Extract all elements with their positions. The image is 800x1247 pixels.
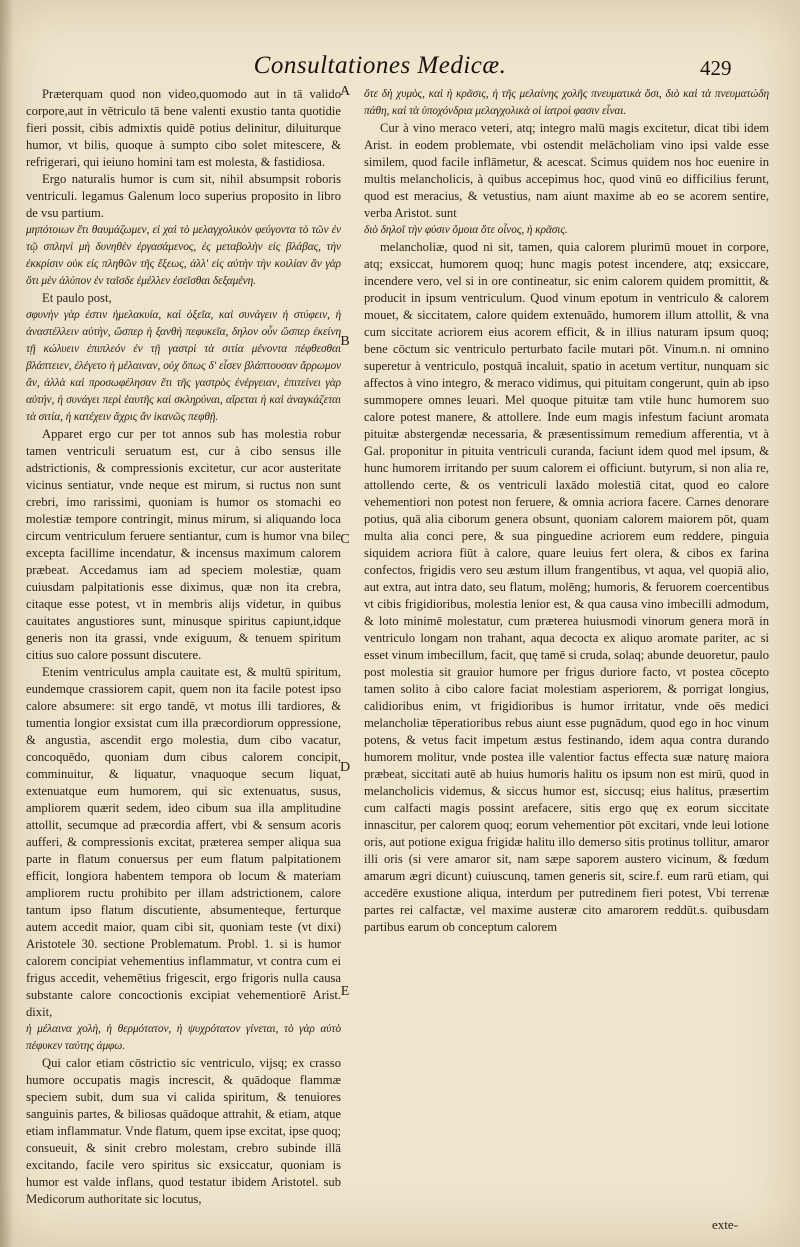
page-gutter-shadow [0, 0, 14, 1247]
margin-letter-c: C [340, 532, 350, 547]
paragraph: Ergo naturalis humor is cum sit, nihil absumpsit roboris ventriculi. legamus Galenum loco superius proposito in libro de vsu partium. [26, 172, 341, 220]
catchword: exte- [712, 1217, 738, 1232]
paragraph: Etenim ventriculus ampla cauitate est, & multū spiritum, eundemque crassiorem capit, quem non ita facile potest ipso calore absumere: sit ergo tandē, vt motus illi tardiores, & tumentia longior exsistat cum illa præcordiorum oppressione, & angustia, ascendit ergo molestia, dum cibo vacatur, concoquēdo, quoniam dum cibus calorem concipit, comminuitur, & liquatur, vnaquoque secum liquat, extenuatque eum humorem, qui sic extenuatus, susus, ampliorem quærit sedem, ideo cibum sua illa amplitudine attollit, secumque ad præcordia affert, vbi & sensum acoris aufferi, & compressionis excitat, præterea semper aliqua sua parte in flatum conuersus per eum flatum palpitationem efficit, longiora habentem tempora ob locum & materiam ampliorem ructu prohibito per illam adstrictionem, calore tantum ipso flatum discutiente, absumenteque, ferturque autem accedit maior, quam cibi sit, quoniam teste (vt dixi) Aristotele 30. sectione Problematum. Probl. 1. si is humor calorem concipiat vehementius inflammatur, vt contra cum ei frigus accedit, vehemētius frigescit, ergo frigoris nulla causa substante calore concoctionis excipiat vehementiorē Arist. dixit, [26, 665, 341, 1019]
margin-letter-b: B [340, 334, 350, 349]
right-column [364, 86, 769, 936]
paragraph: Et paulo post, [42, 291, 112, 305]
page-header [0, 48, 800, 88]
greek-quotation: μηπότοιων ἔτι θαυμάζωμεν, εἰ χαὶ τὸ μελαγχολικὸν φεύγοντα τὸ τῶν ἐν τῷ σπληνὶ μὴ δυνηθὲν ἐργασάμενος, ἐς μεταβολὴν εἰς βλάβας, τὴν ἐκκρίσιν οὐκ εἰς πληθῶν τῆς ἕξεως, ἀλλ' εἰς αὐτὴν τὴν κοιλίαν ἄν γὰρ ὅτι μὲν ἀλύπον ἐν ταῖσδε ἐμέλλεν ἐσεῖσθαι δεξαμένη. [26, 224, 341, 287]
greek-quotation: σφυνὴν γὰρ ἐστιν ἡμελακυία, καὶ ὀξεῖα, καὶ συνάγειν ἡ στύφειν, ἡ ἀναστέλλειν αὐτὴν, ὥσπερ ἡ ξανθὴ πεφυκεῖα, δηλον οὖν ὥσπερ ἐκείνη τῇ κώλυειν ἐπιπλεόν ἐν τῇ γαστρὶ τὰ σιτία μένοντα πέφθεσθαι βλάπτειεν, ἐλέγετο ἡ μέλαιναν, οὐχ ὅπως δ' εἶσεν βλάπτουσαν ἄρρωμον ἄν, ἀλλὰ καὶ προσωφέλησαν ἔτι τῆς γαστρὸς ἐνέργειαν, ἐπιτείνει γὰρ αὐτήν, ἡ συνάγει περὶ ἑαυτῆς καὶ σκληρύναι, αἵρεται ἡ καὶ ἀναγκάζεται τὰ σιτία, ἡ κατέχειν ἄχρις ἄν ἱκανῶς πεφθῇ. [26, 309, 341, 423]
left-column [26, 86, 341, 1208]
paragraph: melancholiæ, quod ni sit, tamen, quia calorem plurimū mouet in corpore, atq; exsiccat, humorem quoq; hunc magis potest incendere, atq; exsiccare, incendere vero, vel si in ore contineatur, sic enim calorem quidem promittit, & producit in ipsum ventriculum. Quod vinum epotum in ventriculo & calorem mouet, & siccitatem, calore quidem extenuādo, humorem illum attollit, & vna cum siccitate acriorem eius acorem efficit, & in illius naturam ipsum quoq; bene cōctum sic ventriculo perturbato facile mutari pōt. Vinum.n. ni omnino superetur à ventriculo, postquā incaluit, spatio in acetum vertitur, nunquam sic affectos à vino integro, & meraco vidimus, qui pituitam congerunt, quin ab ipso summopere omnes leuari. Mel quoque pituitæ tam vtile hunc humorem suo calore potest manere, & attollere. Inde eum magis infestum faciunt aromata pituitæ abstergendæ necessaria, & præsentissimum remedium afferentia, vt à Gal. proponitur in pituita ventriculi curanda, faciunt idem quod mel ipsum, & hunc humorem irritando per suum calorem ei officiunt. butyrum, si non alia re, attollendo certe, & os ventriculi laxādo molestiā citat, quod eo calore vehementiori non potest non feruere, & omnia acriora facere. Carnes denorare potius, quā alia ciborum genera obsunt, quoniam calorem maiorem pōt, quam multa alia conci pere, & sua pinguedine acriorem eum reddere, pinguia siquidem acriora fiūt à calore, quare leuius fert olera, & cibos ex farina confectos, frigidis vero seu æstum illum frangentibus, vt aqua, vel quopiā alio, aut extra, aut intra dato, seu flatum, molēng; humoris, & feruorem coercentibus vt cibis frigidioribus, molestia lenior est, & qua causa vino imbecilli admodum, & loto minimē molestatur, cum præterea huiusmodi vinorum genera morā in ventriculo longam non trahant, aqua decocta ex aliquo aromate pariter, ac si esset vinum imbecillum, facit, quę tamē si cruda, solaq; abunde deuoretur, paulo post molestia sit grauior humore per frigus duriore facto, vt postea cōcepto tamen solito à cibo calore faciat molestiam asperiorem, & porrigat longius, calidioribus enim, vt frigidioribus is humor irritatur, vnde oēs medici melancholiæ tēperatioribus rebus aiunt esse pugnādum, quod ego in hoc vinum potens, & vetus facit impetum æstus festinando, idem aqua contra durando humorem molitur, vnde postea ille valentior factus effecta suæ naturę maiora præbeat, siccitati autē ab huius humoris halitu os ipsum non est mirū, quod in melancholicis videmus, & siccus humor est, siccusq; eius halitus, præsertim cum calfacti magis possint arefacere, sitis ergo quę ex eorum siccitate innascitur, per calorem quoq; eorum vehementior pōt excitari, vnde leui lotione oris, aut potione exigua frigidæ halitu illo demerso sitis protinus tollitur, amaror illi oris (si vere amaror sit, nam sæpe saporem austero vicinum, & fœdum amarum ægri dicunt) cuiuscunq, tamen generis sit, scire.f. eum rarū etiam, qui accedēre exustione aliqua, interdum per putredinem fieri potest, Vbi terrenæ partes rei calfactæ, vel maxime austeræ cito amarorem reddūt.s. quibusdam partibus earum ob conceptum calorem [364, 240, 769, 934]
paragraph: Cur à vino meraco veteri, atq; integro malū magis excitetur, dicat tibi idem Arist. in eodem problemate, vbi ostendit melācholiam vino ipsi valde esse similem, quod facile inflāmetur, & acescat. Scimus quidem nos hoc euenire in multis melancholicis, à quibus accepimus hoc, quod vinū eo difficilius ferunt, quod est meracius, & vetustius, nam aiunt maxime ab eo se acorem sentire, verba Aristot. sunt [364, 121, 769, 220]
margin-letter-d: D [339, 760, 351, 775]
paragraph: Præterquam quod non video,quomodo aut in tā valido corpore,aut in vētriculo tā bene valenti exustio tanta quotidie fieri possit, cibis admixtis quidē potius delinitur, diluiturque humor, vt bilis, quoque à sumpto cibo solet mitescere, & refrigerari, qui ieiuno homini tam est molesta, & fastidiosa. [26, 87, 341, 169]
greek-quotation: ὅτε δὴ χυμὸς, καὶ ἡ κρᾶσις, ἡ τῆς μελαίνης χολῆς πνευματικὰ ὅσι, διὸ καὶ τὰ πνευματώδη πάθη, καὶ τὰ ὑποχόνδρια μελαγχολικὰ οἱ ἰατροὶ φασιν εἶναι. [364, 88, 769, 117]
greek-quotation: ἡ μέλαινα χολὴ, ἡ θερμότατον, ἡ ψυχρότατον γίνεται, τὸ γὰρ αὐτὸ πέφυκεν ταύτης ἀμφω. [26, 1023, 341, 1052]
margin-letter-e: E [340, 984, 350, 999]
running-head: Consultationes Medicæ. [253, 52, 507, 79]
page-number: 429 [700, 56, 732, 80]
paragraph: Qui calor etiam cōstrictio sic ventriculo, vijsq; ex crasso humore occupatis magis increscit, & quādoque flammæ speciem subit, dum sua vi calida spiritum, & tenuiores sanguinis partes, & biliosas quādoque attrahit, & etiam, atque etiam inflammatur. Vnde flatum, quem ipse excitat, ipse quoq; consueuit, & sinit crebro molestam, crebro subinde illā excitando, facile vero spiritus sic exsiccatur, quoniam is humor est valde inflans, quod testatur ibidem Aristotel. sub Medicorum authoritate sic locutus, [26, 1056, 341, 1206]
paragraph: Apparet ergo cur per tot annos sub has molestia robur tamen ventriculi seruatum est, cur à cibo sensus ille adstrictionis, & compressionis excitetur, cur acor austeritate vicinus sentiatur, vnde neque est mirum, si ructus non sunt crebri, imo rarissimi, quoniam is humor os stomachi eo molestiæ tempore contringit, minus mirum, si aliquando loca circum ventriculum feruere sentiantur, cum is humor vna bile excepta facillime incendatur, & incensus maximum calorem præbeat. Accedamus iam ad speciem molestiæ, quam cuiusdam palpitationis esse diximus, quæ non ita crebra, citaque esse potest, vt in membris alijs videtur, in quibus cauitates angustiores sunt, minusque spiritus capiunt,idque generis non ita grassi, vnde exiguum, & tenuem spiritum citius suo calore possunt discutere. [26, 427, 341, 662]
greek-quotation: διὸ δηλοῖ τὴν φύσιν ὅμοια ὅτε οἶνος, ἡ κρᾶσις. [364, 224, 568, 236]
margin-letter-a: A [339, 84, 351, 99]
